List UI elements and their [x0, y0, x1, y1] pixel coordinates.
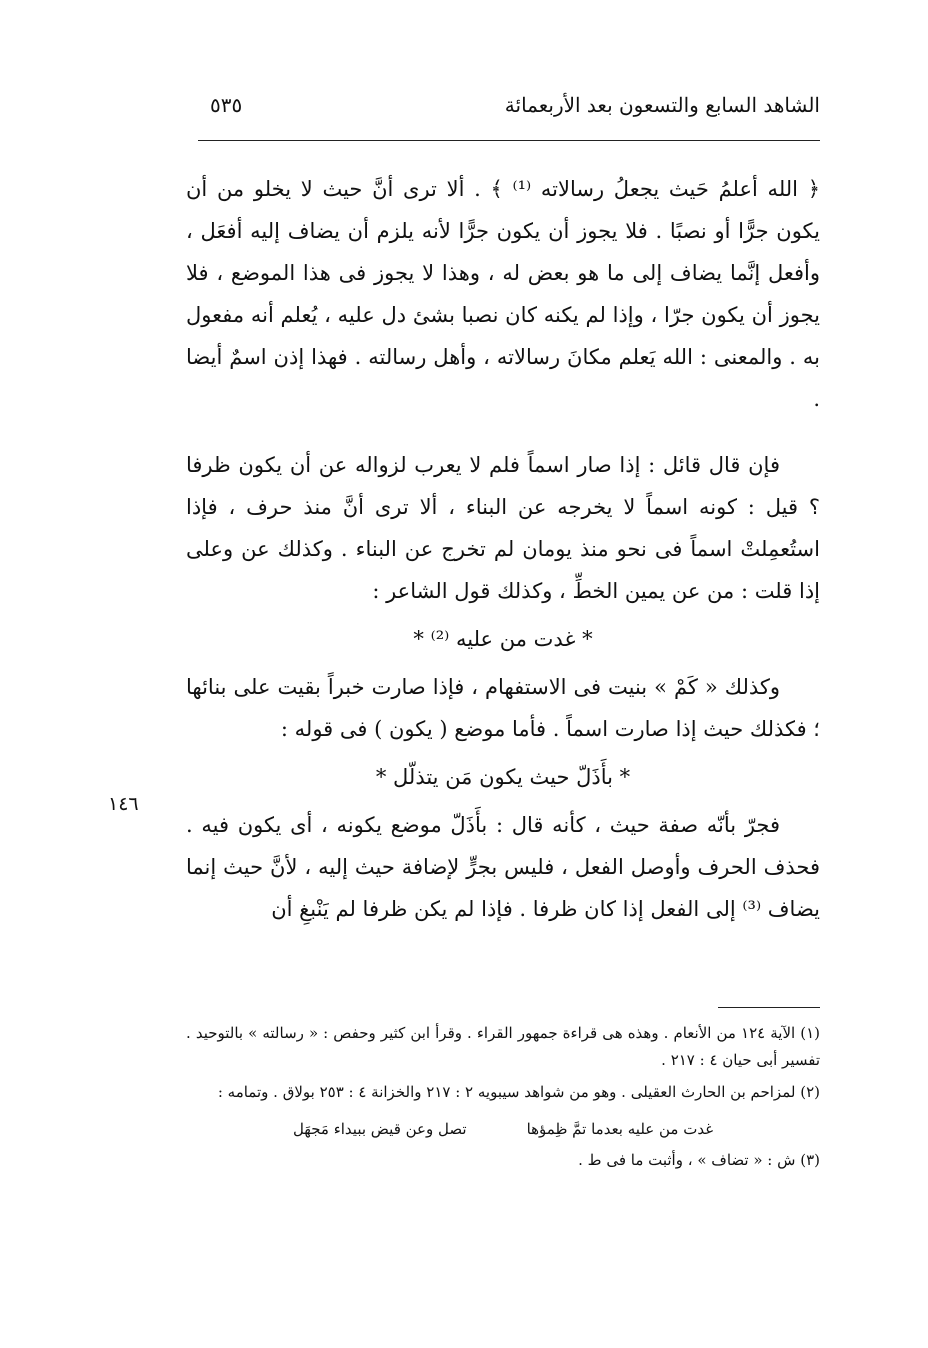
main-text [186, 168, 820, 930]
verse-line-1: * غدت من عليه ⁽²⁾ * [413, 627, 593, 651]
page-header [190, 88, 820, 122]
page-number: ٥٣٥ [210, 93, 243, 117]
header-rule [198, 140, 820, 141]
footnote-2: (٢) لمزاحم بن الحارث العقيلى . وهو من شواهد سيبويه ٢ : ٢١٧ والخزانة ٤ : ٢٥٣ بولاق . وتمامه : [217, 1083, 820, 1101]
paragraph-2: فإن قال قائل : إذا صار اسماً فلم لا يعرب لزواله عن أن يكون ظرفا ؟ قيل : كونه اسماً لا يخرجه عن البناء ، ألا ترى أنَّ منذ حرف ، فإذا استُعمِلتْ اسماً فى نحو منذ يومان لم تخرج عن البناء . وكذلك عن وعلى إذا قلت : من عن يمين الخطِّ ، وكذلك قول الشاعر : [186, 453, 820, 603]
footnote-3: (٣) ش : « تضاف » ، وأثبت ما فى ط . [578, 1151, 820, 1169]
running-title: الشاهد السابع والتسعون بعد الأربعمائة [504, 93, 820, 117]
footnote-rule [718, 1007, 820, 1008]
margin-page-reference: ١٤٦ [108, 793, 139, 815]
paragraph-1: ﴿ الله أعلمُ حَيث يجعلُ رسالاته ⁽¹⁾ ﴾ . ألا ترى أنَّ حيث لا يخلو من أن يكون جرًّا أو نصبًا . فلا يجوز أن يكون جرًّا لأنه يلزم أن يضاف إليه أفعَل ، وأفعل إنَّما يضاف إلى ما هو بعض له ، وهذا لا يجوز فى هذا الموضع ، فلا يجوز أن يكون جرّا ، وإذا لم يكنه كان نصبا بشئ دل عليه ، يُعلم أنه مفعول به . والمعنى : الله يَعلم مكانَ رسالاته ، وأهل رسالته . فهذا إذن اسمٌ أيضا . [186, 177, 820, 411]
footnotes [186, 1020, 820, 1179]
footnote-2-verse [186, 1116, 820, 1143]
footnote-1: (١) الآية ١٢٤ من الأنعام . وهذه هى قراءة جمهور القراء . وقرأ ابن كثير وحفص : « رسالته » بالتوحيد . تفسير أبى حيان ٤ : ٢١٧ . [186, 1024, 821, 1069]
paragraph-3: وكذلك « كَمْ » بنيت فى الاستفهام ، فإذا صارت خبراً بقيت على بنائها ؛ فكذلك حيث إذا صارت اسماً . فأما موضع ( يكون ) فى قوله : [186, 675, 820, 741]
footnote-2-hemistich-1: غدت من عليه بعدما تمَّ ظِمؤها [526, 1120, 714, 1138]
paragraph-4: فجرّ بأنّه صفة حيث ، كأنه قال : بأَذَلّ موضع يكونه ، أى يكون فيه . فحذف الحرف وأوصل الفعل ، فليس بجرٍّ لإضافة حيث إليه ، لأنَّ حيث إنما يضاف ⁽³⁾ إلى الفعل إذا كان ظرفا . فإذا لم يكن ظرفا لم يَنْبغِ أن [186, 813, 820, 921]
footnote-2-hemistich-2: تصل وعن قيض ببيداء مَجهَل [292, 1120, 467, 1138]
verse-line-2: * بأَذَلّ حيث يكون مَن يتذلّل * [375, 765, 631, 789]
